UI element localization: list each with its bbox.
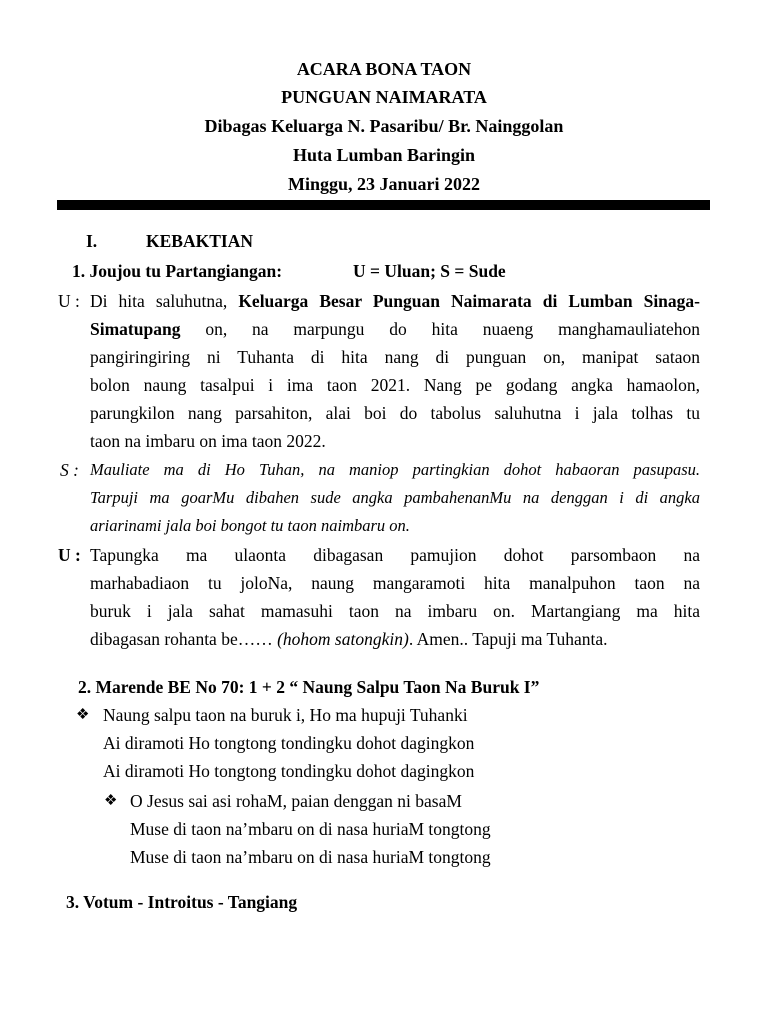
u1-line-6: taon na imbaru on ima taon 2022. <box>90 431 326 451</box>
verse2-line-1: O Jesus sai asi rohaM, paian denggan ni basaM <box>130 791 462 811</box>
u1-line-1: Di hita saluhutna, Keluarga Besar Punguan Naimarata di Lumban Sinaga- <box>90 291 700 311</box>
speaker-label-s: S : <box>60 460 79 480</box>
item3-heading: 3. Votum - Introitus - Tangiang <box>66 892 298 912</box>
section-numeral: I. <box>86 231 98 251</box>
title-huta: Huta Lumban Baringin <box>292 145 476 165</box>
s-line-1: Mauliate ma di Ho Tuhan, na maniop partingkian dohot habaoran pasupasu. <box>90 460 700 479</box>
title-dibagas: Dibagas Keluarga N. Pasaribu/ Br. Nainggolan <box>204 116 564 136</box>
item1-legend: U = Uluan; S = Sude <box>353 261 506 281</box>
speaker-label-u: U : <box>58 545 81 565</box>
u2-line-3: buruk i jala sahat mamasuhi taon na imbaru on. Martangiang ma hita <box>90 601 700 621</box>
u1-line-2: Simatupang on, na marpungu do hita nuaeng manghamauliatehon <box>90 319 700 339</box>
verse1-line-3: Ai diramoti Ho tongtong tondingku dohot dagingkon <box>103 761 475 781</box>
u2-line-4: dibagasan rohanta be…… (hohom satongkin). Amen.. Tapuji ma Tuhanta. <box>90 629 608 649</box>
u2-line-1: Tapungka ma ulaonta dibagasan pamujion dohot parsombaon na <box>90 545 700 565</box>
title-acara: ACARA BONA TAON <box>296 59 472 79</box>
u1-line-4: bolon naung tasalpui i ima taon 2021. Nang pe godang angka hamaolon, <box>90 375 700 395</box>
diamond-bullet-icon: ❖ <box>104 793 118 809</box>
u1-line-5: parungkilon nang parsahiton, alai boi do tabolus saluhutna i jala tolhas tu <box>90 403 700 423</box>
verse2-line-3: Muse di taon na’mbaru on di nasa huriaM tongtong <box>130 847 491 867</box>
title-date: Minggu, 23 Januari 2022 <box>287 174 481 194</box>
verse2-line-2: Muse di taon na’mbaru on di nasa huriaM tongtong <box>130 819 491 839</box>
section-title: KEBAKTIAN <box>146 231 253 251</box>
speaker-label-u: U : <box>58 291 80 311</box>
verse1-line-1: Naung salpu taon na buruk i, Ho ma hupuji Tuhanki <box>103 705 468 725</box>
s-line-3: ariarinami jala boi bongot tu taon naimbaru on. <box>90 516 410 535</box>
verse1-line-2: Ai diramoti Ho tongtong tondingku dohot dagingkon <box>103 733 475 753</box>
s-line-2: Tarpuji ma goarMu dibahen sude angka pambahenanMu na denggan i di angka <box>90 488 700 507</box>
title-punguan: PUNGUAN NAIMARATA <box>281 87 487 107</box>
u2-line-2: marhabadiaon tu joloNa, naung mangaramoti hita manalpuhon taon na <box>90 573 700 593</box>
diamond-bullet-icon: ❖ <box>76 707 90 723</box>
item2-heading: 2. Marende BE No 70: 1 + 2 “ Naung Salpu Taon Na Buruk I” <box>78 677 540 697</box>
u1-line-3: pangiringiring ni Tuhanta di hita nang di punguan on, manipat sataon <box>90 347 700 367</box>
item1-heading: 1. Joujou tu Partangiangan: <box>72 261 283 281</box>
header-divider <box>57 200 710 210</box>
